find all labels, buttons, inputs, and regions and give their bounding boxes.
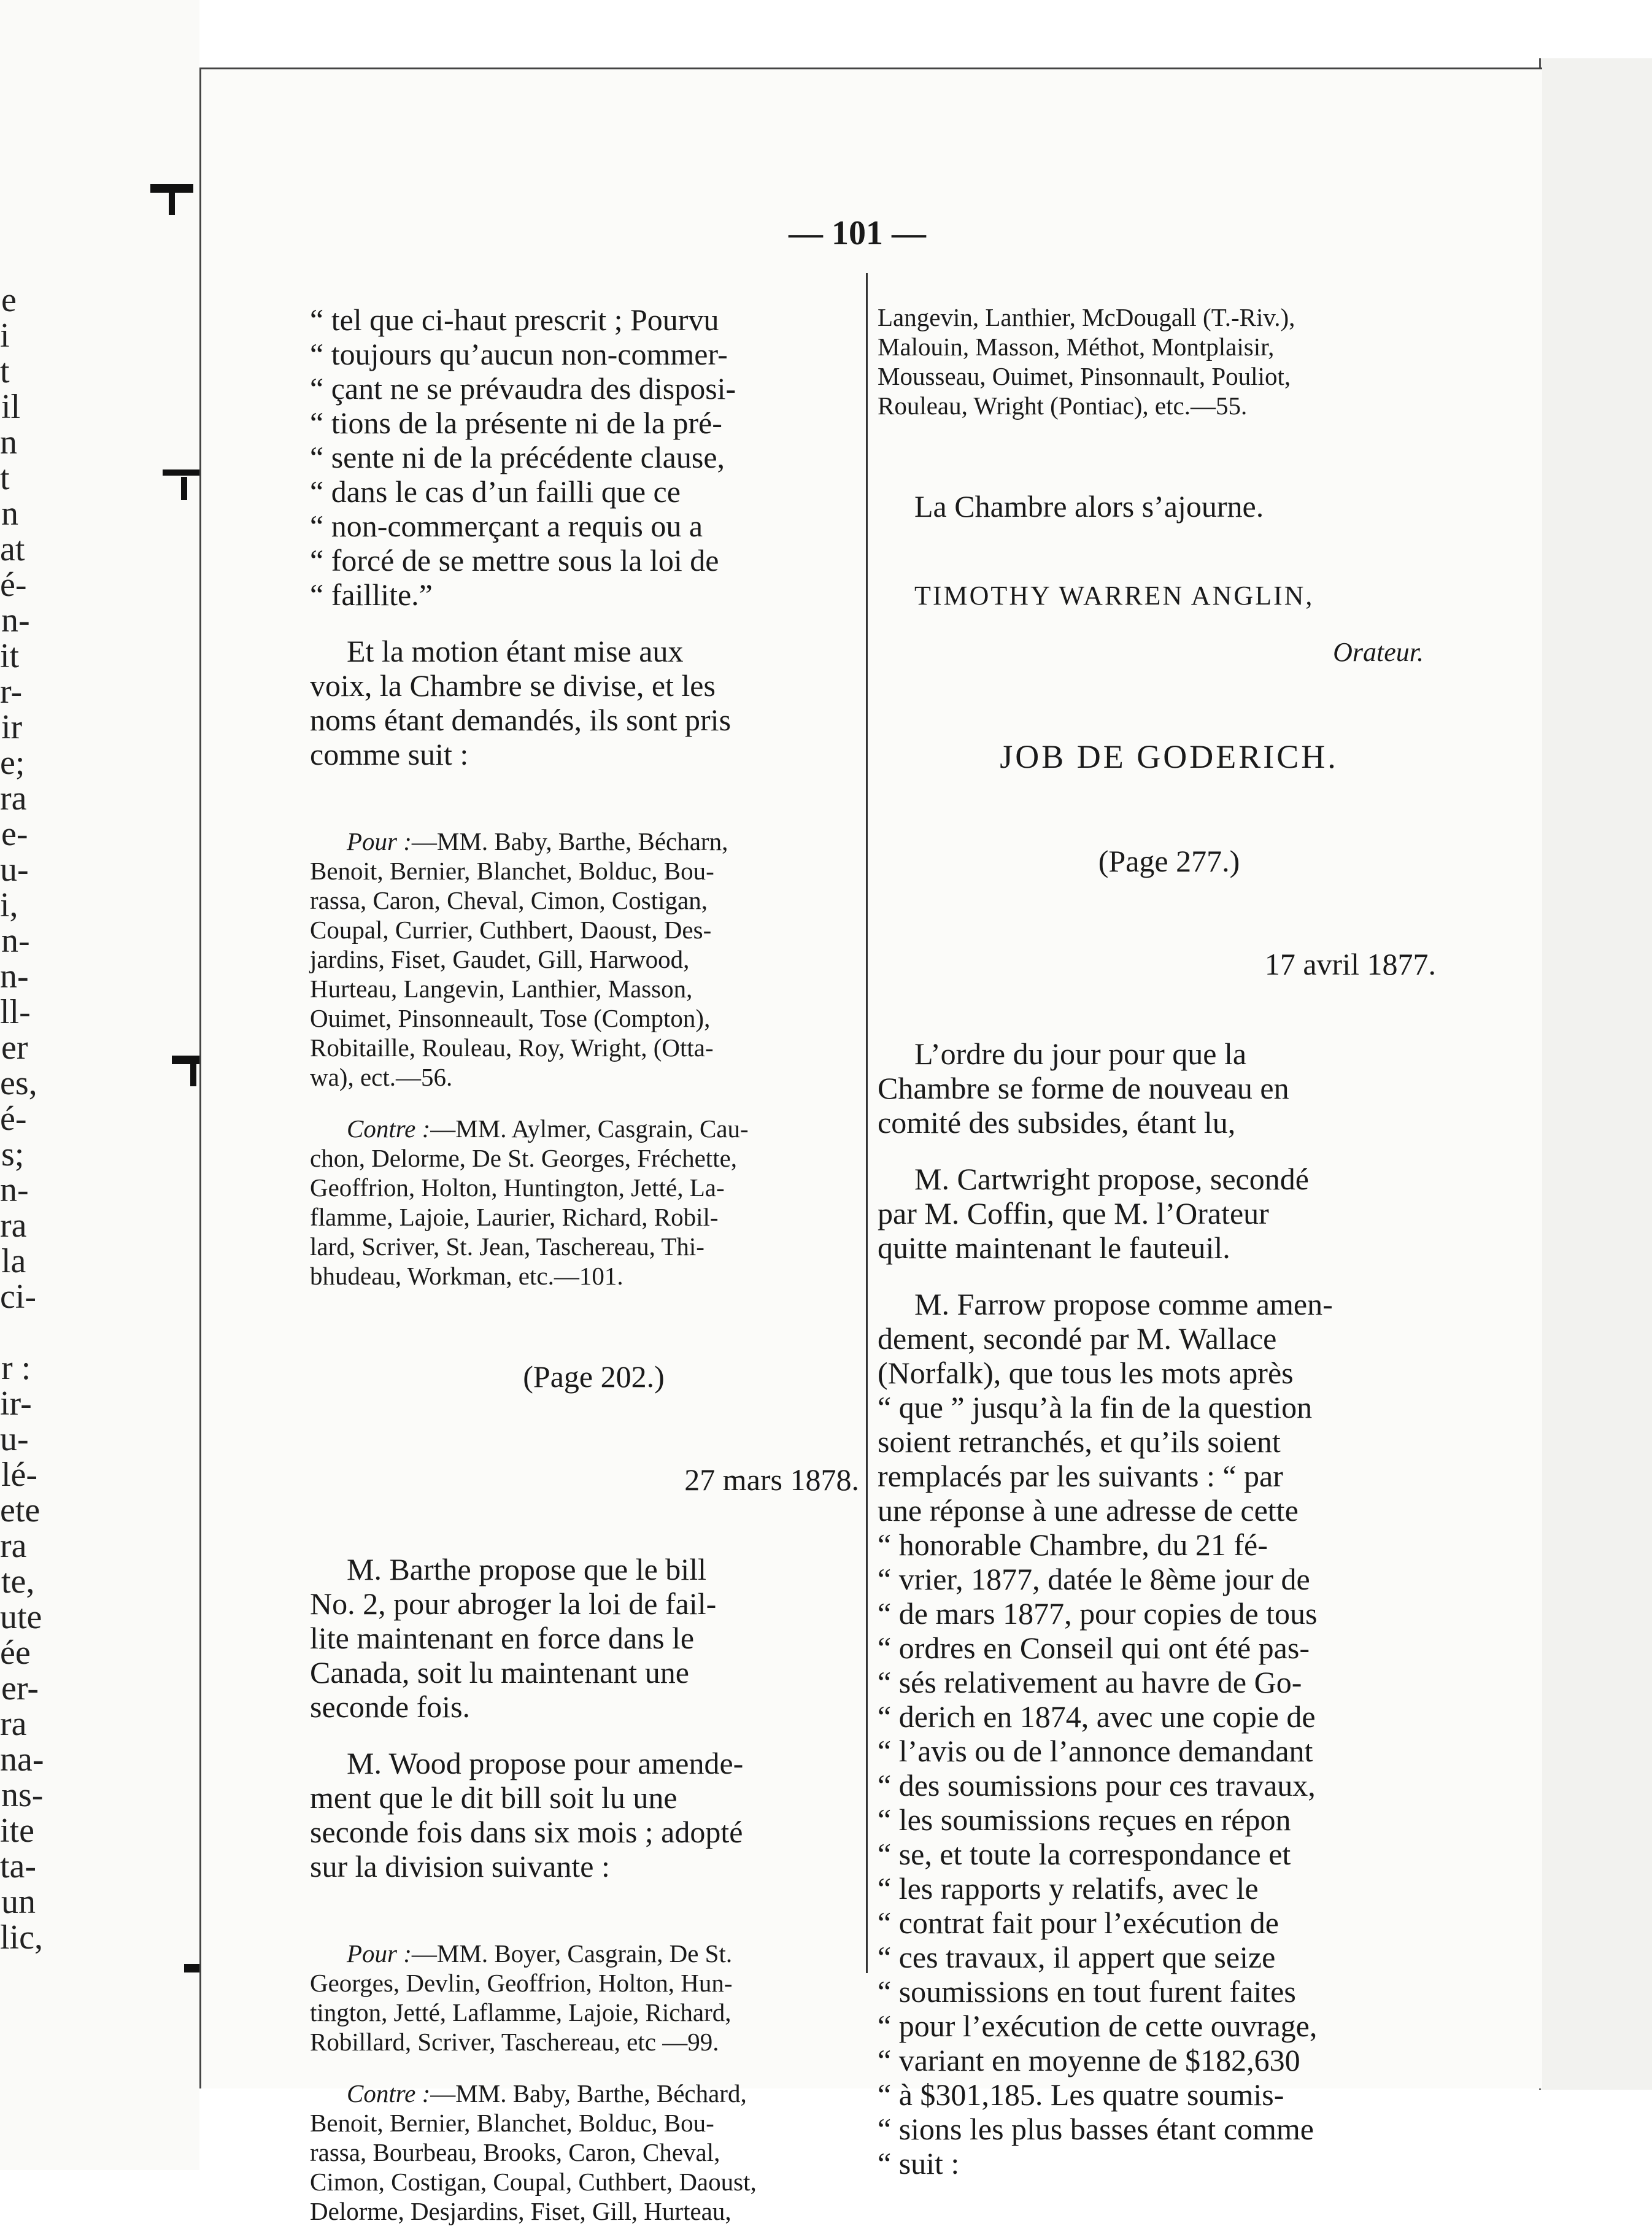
- text-line: “ ordres en Conseil qui ont été pas-: [878, 1631, 1310, 1665]
- vote-line: Benoit, Bernier, Blanchet, Bolduc, Bou-: [310, 2109, 714, 2137]
- margin-fragment: ra: [0, 1705, 27, 1743]
- text-line: “ l’avis ou de l’annonce demandant: [878, 1734, 1313, 1768]
- margin-fragment: e: [1, 281, 17, 319]
- text-line: dement, secondé par M. Wallace: [878, 1321, 1277, 1356]
- date-line: 27 mars 1878.: [684, 1462, 859, 1497]
- margin-fragment: i,: [0, 886, 18, 924]
- vote-line: chon, Delorme, De St. Georges, Fréchette,: [310, 1144, 738, 1172]
- text-line: No. 2, pour abroger la loi de fail-: [310, 1586, 717, 1621]
- text-line: noms étant demandés, ils sont pris: [310, 703, 731, 737]
- margin-fragment: es,: [0, 1064, 37, 1102]
- text-line: seconde fois dans six mois ; adopté: [310, 1815, 743, 1849]
- page-reference: (Page 277.): [1098, 844, 1240, 878]
- margin-fragment: n-: [1, 922, 30, 960]
- margin-fragment: la: [1, 1242, 26, 1280]
- margin-fragment: lé-: [1, 1456, 38, 1494]
- text-line: L’ordre du jour pour que la: [914, 1037, 1247, 1071]
- text-line: soient retranchés, et qu’ils soient: [878, 1424, 1281, 1459]
- margin-fragment: er: [1, 1029, 28, 1067]
- vote-line: Hurteau, Langevin, Lanthier, Masson,: [310, 975, 693, 1003]
- vote-line: bhudeau, Workman, etc.—101.: [310, 1262, 623, 1290]
- margin-fragment: n: [1, 495, 18, 533]
- margin-fragment: r-: [0, 673, 23, 711]
- margin-fragment: na-: [0, 1741, 44, 1779]
- vote-line: wa), ect.—56.: [310, 1063, 453, 1091]
- text-line: “ non-commerçant a requis ou a: [310, 509, 703, 543]
- vote-line: Robitaille, Rouleau, Roy, Wright, (Otta-: [310, 1034, 714, 1062]
- binding-tack: [150, 184, 193, 193]
- text-line: M. Cartwright propose, secondé: [914, 1162, 1309, 1196]
- vote-names: —MM. Boyer, Casgrain, De St.: [411, 1939, 733, 1968]
- vote-line: flamme, Lajoie, Laurier, Richard, Robil-: [310, 1203, 719, 1231]
- text-line: une réponse à une adresse de cette: [878, 1493, 1299, 1528]
- margin-fragment: ns-: [1, 1776, 44, 1814]
- vote-line: tington, Jetté, Laflamme, Lajoie, Richard,: [310, 1998, 731, 2026]
- page-reference: (Page 202.): [523, 1359, 665, 1394]
- margin-fragment: it: [0, 637, 20, 675]
- text-line: “ des soumissions pour ces travaux,: [878, 1768, 1316, 1802]
- vote-label: Contre :: [347, 1115, 431, 1143]
- motion-paragraph: [310, 634, 878, 771]
- wood-paragraph: [310, 1746, 878, 1883]
- vote-line: [310, 1939, 878, 1968]
- vote-line: rassa, Bourbeau, Brooks, Caron, Cheval,: [310, 2138, 720, 2166]
- vote-line: Coupal, Currier, Cuthbert, Daoust, Des-: [310, 916, 712, 944]
- text-line: Langevin, Lanthier, McDougall (T.-Riv.),: [878, 303, 1295, 331]
- text-line: Canada, soit lu maintenant une: [310, 1655, 689, 1690]
- text-line: “ soumissions en tout furent faites: [878, 1974, 1296, 2009]
- text-line: “ variant en moyenne de $182,630: [878, 2043, 1300, 2077]
- text-line: “ que ” jusqu’à la fin de la question: [878, 1390, 1313, 1424]
- vote-line: [310, 1114, 878, 1143]
- vote-names: —MM. Aylmer, Casgrain, Cau-: [430, 1115, 749, 1143]
- margin-fragment: s;: [1, 1135, 25, 1173]
- text-line: comité des subsides, étant lu,: [878, 1105, 1236, 1140]
- text-line: “ à $301,185. Les quatre soumis-: [878, 2077, 1284, 2112]
- vote-line: Georges, Devlin, Geoffrion, Holton, Hun-: [310, 1969, 733, 1997]
- margin-fragment: u-: [0, 851, 29, 889]
- text-line: “ contrat fait pour l’exécution de: [878, 1906, 1279, 1940]
- text-line: “ de mars 1877, pour copies de tous: [878, 1596, 1318, 1631]
- date-line: 17 avril 1877.: [1264, 947, 1436, 981]
- margin-fragment: ll-: [0, 993, 31, 1031]
- vote-continuation: [878, 303, 1461, 420]
- margin-fragment: ra: [0, 779, 27, 817]
- text-line: “ sés relativement au havre de Go-: [878, 1665, 1302, 1699]
- text-line: quitte maintenant le fauteuil.: [878, 1231, 1230, 1265]
- vote-line: Ouimet, Pinsonneault, Tose (Compton),: [310, 1004, 711, 1032]
- text-line: “ suit :: [878, 2146, 960, 2181]
- margin-fragment: il: [1, 388, 21, 426]
- vote-line: [310, 2079, 878, 2108]
- text-line: Rouleau, Wright (Pontiac), etc.—55.: [878, 392, 1248, 420]
- text-line: par M. Coffin, que M. l’Orateur: [878, 1196, 1269, 1231]
- margin-fragment: ra: [0, 1527, 27, 1565]
- margin-fragment: ci-: [0, 1278, 37, 1316]
- speaker-name: TIMOTHY WARREN ANGLIN,: [914, 581, 1314, 611]
- text-line: “ sions les plus basses étant comme: [878, 2112, 1314, 2146]
- margin-fragment: ute: [0, 1598, 42, 1636]
- page-edge: [1539, 58, 1652, 2090]
- vote-label: Pour :: [347, 827, 412, 856]
- vote-line: Geoffrion, Holton, Huntington, Jetté, La-: [310, 1173, 725, 1202]
- vote-pour-block: [310, 827, 878, 1092]
- text-line: comme suit :: [310, 737, 469, 771]
- vote-line: jardins, Fiset, Gaudet, Gill, Harwood,: [310, 945, 690, 973]
- text-line: “ tel que ci-haut prescrit ; Pourvu: [310, 303, 719, 337]
- text-line: voix, la Chambre se divise, et les: [310, 668, 716, 703]
- farrow-paragraph: [878, 1287, 1461, 2181]
- text-line: “ tions de la présente ni de la pré-: [310, 406, 722, 440]
- quote-block: [310, 303, 878, 612]
- margin-fragment: lic,: [0, 1918, 43, 1957]
- text-line: lite maintenant en force dans le: [310, 1621, 695, 1655]
- margin-fragment: u-: [0, 1420, 29, 1458]
- text-line: Malouin, Masson, Méthot, Montplaisir,: [878, 333, 1275, 361]
- margin-fragment: ir-: [0, 1385, 32, 1423]
- margin-fragment: i: [0, 317, 10, 355]
- text-line: ment que le dit bill soit lu une: [310, 1780, 677, 1815]
- text-line: “ les rapports y relatifs, avec le: [878, 1871, 1259, 1906]
- text-line: “ honorable Chambre, du 21 fé-: [878, 1528, 1268, 1562]
- margin-fragment: un: [1, 1883, 36, 1921]
- text-line: Chambre se forme de nouveau en: [878, 1071, 1289, 1105]
- text-line: “ toujours qu’aucun non-commer-: [310, 337, 728, 371]
- margin-fragment: ite: [0, 1812, 34, 1850]
- margin-fragment: ete: [0, 1491, 41, 1529]
- vote-line: rassa, Caron, Cheval, Cimon, Costigan,: [310, 886, 708, 914]
- margin-fragment: er-: [1, 1669, 39, 1707]
- text-line: (Norfalk), que tous les mots après: [878, 1356, 1294, 1390]
- vote-label: Pour :: [347, 1939, 412, 1968]
- margin-fragment: n-: [0, 957, 29, 995]
- margin-fragment: n: [0, 423, 17, 462]
- vote-names: —MM. Baby, Barthe, Bécharn,: [411, 827, 728, 856]
- margin-fragment: r :: [1, 1349, 31, 1387]
- text-line: “ ces travaux, il appert que seize: [878, 1940, 1276, 1974]
- margin-fragment: at: [0, 530, 25, 568]
- text-line: “ se, et toute la correspondance et: [878, 1837, 1291, 1871]
- vote-label: Contre :: [347, 2079, 431, 2108]
- text-line: “ çant ne se prévaudra des disposi-: [310, 371, 736, 406]
- adjournment-line: La Chambre alors s’ajourne.: [914, 489, 1264, 524]
- margin-fragment: ra: [0, 1207, 27, 1245]
- page-number: — 101 —: [789, 214, 926, 252]
- margin-fragment: é-: [0, 1100, 27, 1138]
- margin-fragment: t: [0, 352, 10, 390]
- text-line: “ derich en 1874, avec une copie de: [878, 1699, 1316, 1734]
- text-line: Et la motion étant mise aux: [347, 634, 684, 668]
- vote-names: —MM. Baby, Barthe, Béchard,: [430, 2079, 747, 2108]
- margin-fragment: é-: [0, 566, 27, 604]
- margin-fragment: n-: [1, 601, 30, 639]
- text-line: sur la division suivante :: [310, 1849, 610, 1883]
- vote-contre-block: [310, 2079, 878, 2226]
- left-column: [310, 280, 878, 2237]
- margin-fragment: n-: [0, 1171, 29, 1209]
- adjacent-page-strip: [0, 0, 199, 2170]
- margin-fragment: ée: [0, 1634, 31, 1672]
- vote-line: Cimon, Costigan, Coupal, Cuthbert, Daoust,: [310, 2168, 757, 2196]
- text-line: “ sente ni de la précédente clause,: [310, 440, 725, 474]
- vote-line: Robillard, Scriver, Taschereau, etc —99.: [310, 2028, 719, 2056]
- text-line: seconde fois.: [310, 1690, 471, 1724]
- text-line: “ pour l’exécution de cette ouvrage,: [878, 2009, 1318, 2043]
- margin-fragment: ta-: [0, 1847, 37, 1885]
- text-line: M. Wood propose pour amende-: [347, 1746, 744, 1780]
- text-line: “ vrier, 1877, datée le 8ème jour de: [878, 1562, 1310, 1596]
- text-line: “ dans le cas d’un failli que ce: [310, 474, 681, 509]
- order-paragraph: [878, 1037, 1461, 1140]
- text-line: M. Barthe propose que le bill: [347, 1552, 706, 1586]
- cartwright-paragraph: [878, 1162, 1461, 1265]
- vote-pour-block: [310, 1939, 878, 2057]
- text-line: remplacés par les suivants : “ par: [878, 1459, 1283, 1493]
- text-line: “ faillite.”: [310, 578, 433, 612]
- margin-fragment: te,: [1, 1563, 35, 1601]
- margin-fragment: ir: [1, 708, 23, 746]
- margin-fragment: e;: [0, 744, 25, 782]
- margin-fragment: e-: [1, 815, 28, 853]
- section-heading: JOB DE GODERICH.: [1000, 738, 1338, 775]
- vote-line: Delorme, Desjardins, Fiset, Gill, Hurteau,: [310, 2197, 731, 2225]
- vote-line: lard, Scriver, St. Jean, Taschereau, Thi-: [310, 1232, 704, 1261]
- vote-line: Benoit, Bernier, Blanchet, Bolduc, Bou-: [310, 857, 714, 885]
- right-column: [878, 280, 1461, 2192]
- vote-contre-block: [310, 1114, 878, 1291]
- text-line: M. Farrow propose comme amen-: [914, 1287, 1333, 1321]
- text-line: Mousseau, Ouimet, Pinsonnault, Pouliot,: [878, 362, 1291, 390]
- margin-fragment: t: [0, 459, 10, 497]
- vote-line: [310, 827, 878, 856]
- speaker-title: Orateur.: [1333, 637, 1424, 667]
- text-line: “ les soumissions reçues en répon: [878, 1802, 1291, 1837]
- text-line: “ forcé de se mettre sous la loi de: [310, 543, 719, 578]
- barthe-paragraph: [310, 1552, 878, 1724]
